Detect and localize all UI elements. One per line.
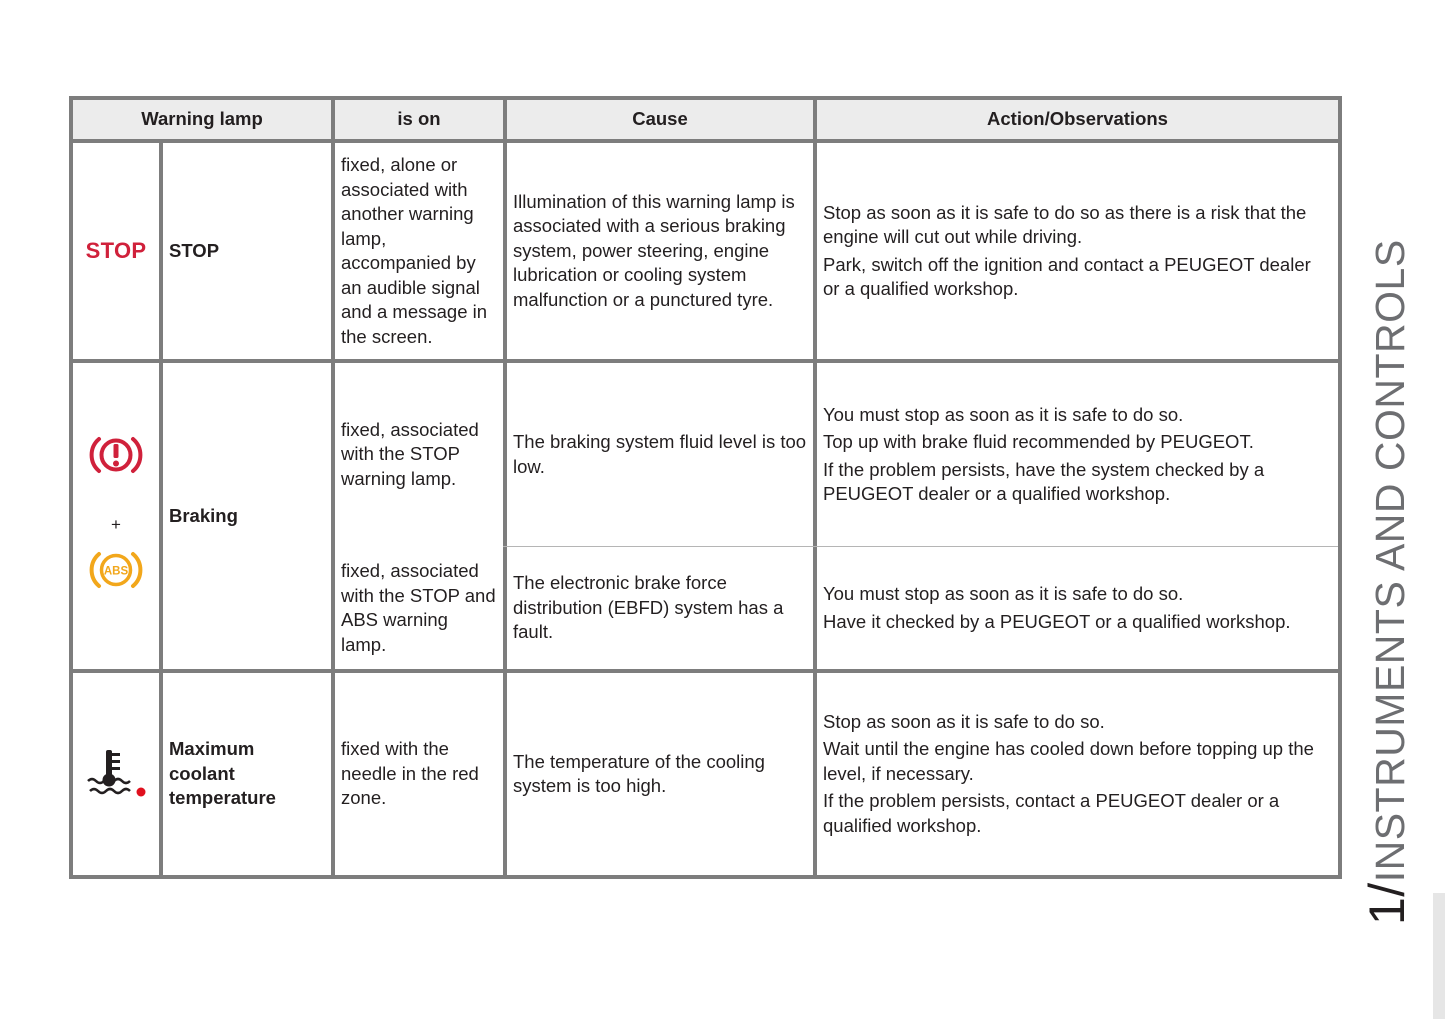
braking-sub1-is-on: fixed, associated with the STOP warning lamp. xyxy=(341,418,479,489)
coolant-cause: The temperature of the cooling system is too high. xyxy=(513,750,765,796)
abs-icon-text: ABS xyxy=(103,565,129,577)
braking-sub2-action xyxy=(817,547,1338,669)
braking-sub1-cause: The braking system fluid level is too low. xyxy=(513,431,807,477)
header-action: Action/Observations xyxy=(817,100,1338,139)
coolant-icon-cell xyxy=(73,673,159,875)
braking-icon-cell xyxy=(73,363,159,669)
coolant-temperature-icon xyxy=(79,748,153,800)
chapter-side-label xyxy=(1359,215,1415,925)
stop-action-line: Park, switch off the ignition and contact a PEUGEOT dealer or a qualified workshop. xyxy=(823,253,1311,299)
coolant-action xyxy=(817,673,1338,875)
stop-action xyxy=(817,143,1338,359)
chapter-title: INSTRUMENTS AND CONTROLS xyxy=(1367,239,1413,883)
header-warning-lamp: Warning lamp xyxy=(73,100,331,139)
plus-sign: + xyxy=(111,515,121,534)
braking-lamp-name: Braking xyxy=(169,504,238,526)
stop-cause: Illumination of this warning lamp is associated with a serious braking system, power steering, engine lubrication or cooling system malfunction or a punctured tyre. xyxy=(513,190,795,310)
braking-sub1-action-line: Top up with brake fluid recommended by PEUGEOT. xyxy=(823,431,1254,452)
brake-warning-icon xyxy=(79,433,153,477)
braking-sub2-cause: The electronic brake force distribution (EBFD) system has a fault. xyxy=(513,572,784,643)
braking-sub2-is-on: fixed, associated with the STOP and ABS warning lamp. xyxy=(341,560,496,655)
stop-action-line: Stop as soon as it is safe to do so as there is a risk that the engine will cut out while driving. xyxy=(823,201,1307,247)
abs-warning-icon xyxy=(79,548,153,592)
coolant-action-line: If the problem persists, contact a PEUGEOT dealer or a qualified workshop. xyxy=(823,790,1280,836)
warning-lamp-table xyxy=(69,96,1342,879)
header-cause: Cause xyxy=(507,100,813,139)
stop-icon-cell xyxy=(73,143,159,359)
page-edge-tab xyxy=(1433,893,1445,1019)
coolant-action-line: Wait until the engine has cooled down before topping up the level, if necessary. xyxy=(823,738,1314,784)
braking-sub2-action-line: You must stop as soon as it is safe to do so. xyxy=(823,583,1184,604)
stop-is-on: fixed, alone or associated with another warning lamp, accompanied by an audible signal and a message in the screen. xyxy=(341,154,488,347)
stop-lamp-icon: STOP xyxy=(85,237,147,263)
stop-lamp-name: STOP xyxy=(169,239,220,261)
coolant-is-on: fixed with the needle in the red zone. xyxy=(341,738,479,809)
braking-sub2-action-line: Have it checked by a PEUGEOT or a qualified workshop. xyxy=(823,610,1291,632)
braking-sub1-action xyxy=(817,363,1338,546)
braking-sub1-action-line: If the problem persists, have the system checked by a PEUGEOT dealer or a qualified workshop. xyxy=(823,458,1265,504)
coolant-action-line: Stop as soon as it is safe to do so. xyxy=(823,710,1105,732)
header-is-on: is on xyxy=(335,100,503,139)
coolant-lamp-name: Maximum coolant temperature xyxy=(169,738,276,809)
chapter-number: 1/ xyxy=(1359,882,1415,925)
braking-sub1-action-line: You must stop as soon as it is safe to do so. xyxy=(823,403,1184,425)
